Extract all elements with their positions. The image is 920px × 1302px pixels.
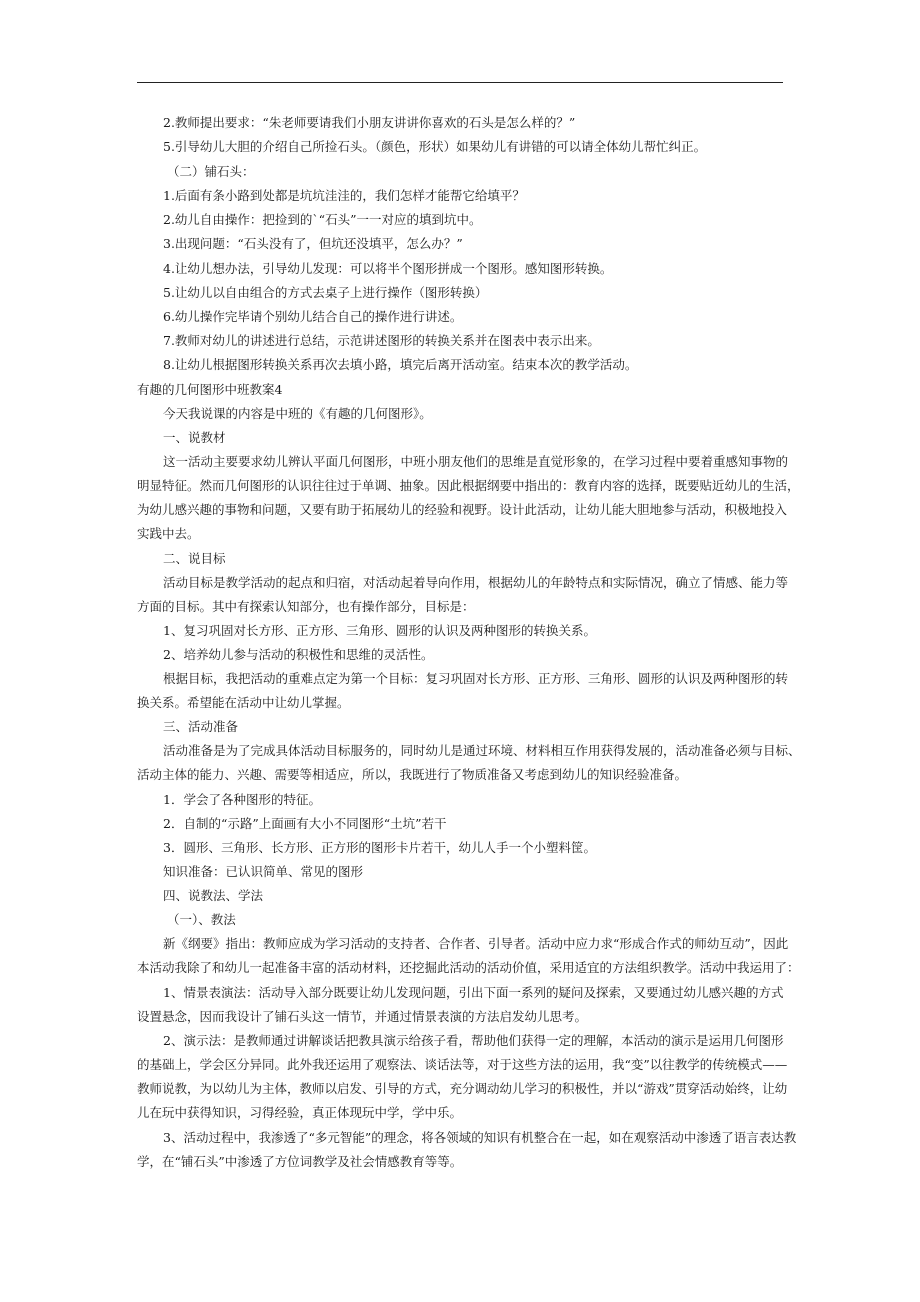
text-line: 儿在玩中获得知识，习得经验，真正体现玩中学，学中乐。 (137, 1105, 463, 1120)
text-line: 3.出现问题：“石头没有了，但坑还没填平，怎么办？” (163, 236, 463, 251)
header-rule (137, 82, 783, 83)
section-title: 有趣的几何图形中班教案4 (137, 382, 283, 397)
text-line: 1．学会了各种图形的特征。 (163, 792, 321, 807)
heading: 一、说教材 (163, 430, 226, 445)
text-line: 2、演示法：是教师通过讲解谈话把教具演示给孩子看，帮助他们获得一定的理解，本活动的演示是运用几何图形 (163, 1033, 784, 1048)
text-line: 6.幼儿操作完毕请个别幼儿结合自己的操作进行讲述。 (163, 309, 463, 324)
text-line: 5.引导幼儿大胆的介绍自己所捡石头。（颜色，形状）如果幼儿有讲错的可以请全体幼儿帮忙纠正。 (163, 139, 707, 154)
text-line: 3、活动过程中，我渗透了“多元智能”的理念，将各领域的知识有机整合在一起，如在观察活动中渗透了语言表达教 (163, 1130, 797, 1145)
text-line: 换关系。希望能在活动中让幼儿掌握。 (137, 695, 350, 710)
text-line: 1.后面有条小路到处都是坑坑洼洼的，我们怎样才能帮它给填平？ (163, 188, 525, 203)
text-line: 5.让幼儿以自由组合的方式去桌子上进行操作（图形转换） (163, 285, 488, 300)
text-line: 1、情景表演法：活动导入部分既要让幼儿发现问题，引出下面一系列的疑问及探索，又要通过幼儿感兴趣的方式 (163, 985, 784, 1000)
text-line: 设置悬念，因而我设计了铺石头这一情节，并通过情景表演的方法启发幼儿思考。 (137, 1009, 588, 1024)
text-line: 教师说教，为以幼儿为主体，教师以启发、引导的方式，充分调动幼儿学习的积极性，并以“游戏”贯穿活动始终，让幼 (137, 1081, 788, 1096)
text-line: 1、复习巩固对长方形、正方形、三角形、圆形的认识及两种图形的转换关系。 (163, 623, 596, 638)
text-line: 本活动我除了和幼儿一起准备丰富的活动材料，还挖掘此活动的活动价值，采用适宜的方法组织教学。活动中我运用了： (137, 960, 800, 975)
text-line: 学，在“铺石头”中渗透了方位词教学及社会情感教育等等。 (137, 1154, 463, 1169)
text-line: 新《纲要》指出：教师应成为学习活动的支持者、合作者、引导者。活动中应力求“形成合作式的师幼互动”，因此 (163, 936, 789, 951)
text-line: 这一活动主要要求幼儿辨认平面几何图形，中班小朋友他们的思维是直觉形象的，在学习过程中要着重感知事物的 (163, 454, 789, 469)
heading: 三、活动准备 (163, 719, 239, 734)
text-line: 实践中去。 (137, 526, 200, 541)
text-line: 2、培养幼儿参与活动的积极性和思维的灵活性。 (163, 647, 434, 662)
text-line: 的基础上，学会区分异同。此外我还运用了观察法、谈话法等，对于这些方法的运用，我“变”以往教学的传统模式—— (137, 1057, 788, 1072)
text-line: 明显特征。然而几何图形的认识往往过于单调、抽象。因此根据纲要中指出的：教育内容的选择，既要贴近幼儿的生活， (137, 478, 800, 493)
text-line: 2．自制的“示路”上面画有大小不同图形“土坑”若干 (163, 816, 447, 831)
text-line: 知识准备：已认识简单、常见的图形 (163, 864, 364, 879)
text-line: （二）铺石头： (167, 164, 255, 179)
text-line: 方面的目标。其中有探索认知部分，也有操作部分，目标是： (137, 599, 475, 614)
heading: 四、说教法、学法 (163, 888, 264, 903)
text-line: 3．圆形、三角形、长方形、正方形的图形卡片若干，幼儿人手一个小塑料筐。 (163, 840, 596, 855)
text-line: 活动主体的能力、兴趣、需要等相适应，所以，我既进行了物质准备又考虑到幼儿的知识经验准备。 (137, 767, 688, 782)
heading: 二、说目标 (163, 551, 226, 566)
text-line: 7.教师对幼儿的讲述进行总结，示范讲述图形的转换关系并在图表中表示出来。 (163, 333, 600, 348)
text-line: 今天我说课的内容是中班的《有趣的几何图形》。 (163, 406, 432, 421)
text-line: 根据目标，我把活动的重难点定为第一个目标：复习巩固对长方形、正方形、三角形、圆形的认识及两种图形的转 (163, 671, 789, 686)
text-line: 活动目标是教学活动的起点和归宿，对活动起着导向作用，根据幼儿的年龄特点和实际情况，确立了情感、能力等 (163, 575, 789, 590)
text-line: 为幼儿感兴趣的事物和问题，又要有助于拓展幼儿的经验和视野。设计此活动，让幼儿能大胆地参与活动，积极地投入 (137, 502, 788, 517)
heading: （一）、教法 (167, 912, 236, 927)
text-line: 4.让幼儿想办法，引导幼儿发现：可以将半个图形拼成一个图形。感知图形转换。 (163, 261, 613, 276)
text-line: 2.教师提出要求：“朱老师要请我们小朋友讲讲你喜欢的石头是怎么样的？” (163, 115, 576, 130)
text-line: 2.幼儿自由操作：把捡到的`“石头”一一对应的填到坑中。 (163, 212, 482, 227)
text-line: 8.让幼儿根据图形转换关系再次去填小路，填完后离开活动室。结束本次的教学活动。 (163, 357, 638, 372)
text-line: 活动准备是为了完成具体活动目标服务的，同时幼儿是通过环境、材料相互作用获得发展的，活动准备必须与目标、 (163, 743, 801, 758)
